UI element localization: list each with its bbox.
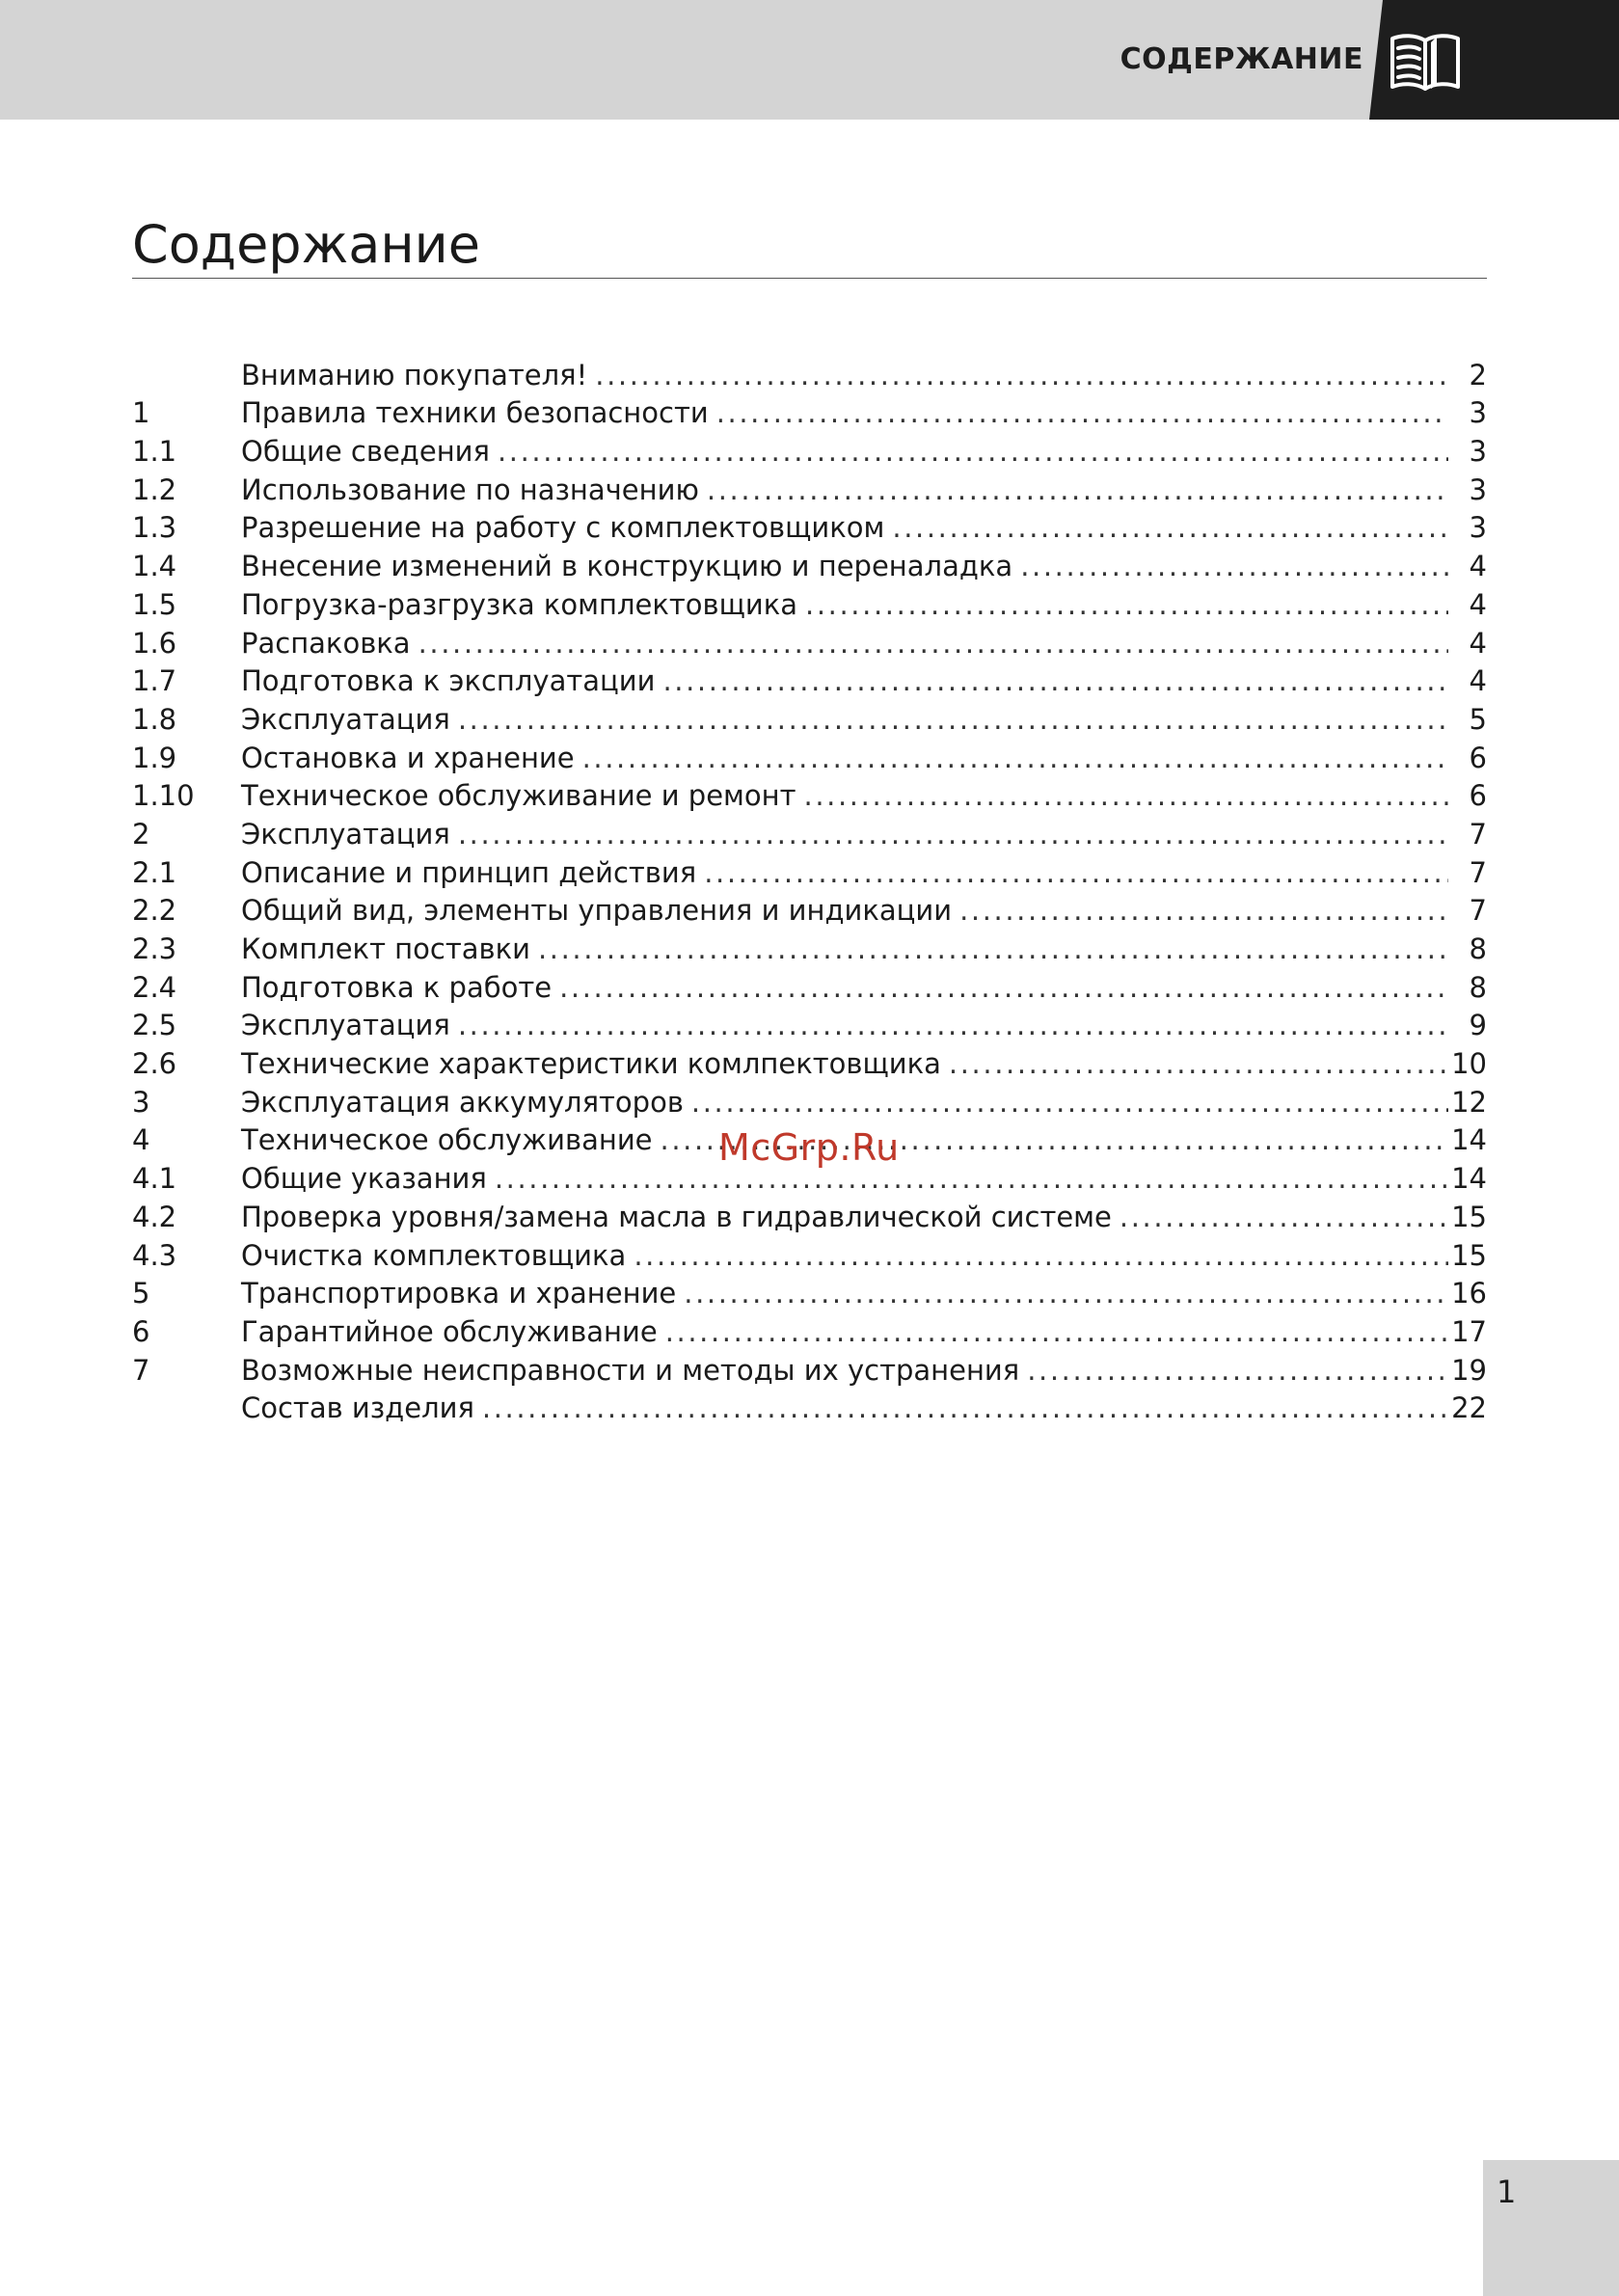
toc-entry-title: Подготовка к эксплуатации	[241, 664, 656, 698]
toc-entry-title: Технические характеристики комлпектовщика	[241, 1047, 941, 1081]
toc-entry-page: 15	[1451, 1200, 1487, 1233]
toc-entry-page: 3	[1469, 396, 1487, 430]
toc-entry-title: Техническое обслуживание	[241, 1123, 653, 1157]
toc-entry-title: Очистка комплектовщика	[241, 1238, 627, 1272]
toc-entry-number: 2.3	[132, 932, 177, 965]
toc-entry-number: 1.4	[132, 550, 177, 583]
toc-entry-number: 4.2	[132, 1200, 177, 1233]
toc-entry-page: 3	[1469, 435, 1487, 469]
title-divider	[132, 278, 1487, 279]
toc-entry-page: 4	[1469, 550, 1487, 583]
toc-dot-leader	[582, 744, 1448, 772]
toc-entry[interactable]	[132, 1002, 1487, 1040]
toc-entry-page: 5	[1469, 702, 1487, 736]
toc-dot-leader	[1020, 553, 1448, 581]
toc-entry-page: 4	[1469, 626, 1487, 660]
toc-entry-page: 16	[1451, 1277, 1487, 1310]
toc-entry-number: 1.8	[132, 702, 177, 736]
toc-entry-number: 2.2	[132, 894, 177, 928]
toc-entry[interactable]	[132, 542, 1487, 581]
toc-dot-leader	[1120, 1203, 1448, 1231]
toc-entry-page: 4	[1469, 664, 1487, 698]
toc-entry-page: 19	[1451, 1353, 1487, 1387]
toc-entry-title: Внесение изменений в конструкцию и переналадка	[241, 550, 1013, 583]
watermark: McGrp.Ru	[718, 1126, 900, 1169]
toc-entry-number: 1	[132, 396, 150, 430]
toc-entry-page: 7	[1469, 817, 1487, 851]
toc-entry[interactable]	[132, 963, 1487, 1002]
toc-entry-page: 15	[1451, 1238, 1487, 1272]
toc-entry-number: 2.1	[132, 855, 177, 889]
toc-entry-page: 9	[1469, 1009, 1487, 1042]
toc-entry-title: Транспортировка и хранение	[241, 1277, 677, 1310]
toc-entry-page: 3	[1469, 473, 1487, 506]
toc-entry-title: Описание и принцип действия	[241, 855, 697, 889]
toc-entry-number: 2.5	[132, 1009, 177, 1042]
toc-entry-number: 1.9	[132, 741, 177, 774]
toc-entry[interactable]	[132, 466, 1487, 504]
toc-entry-number: 7	[132, 1353, 150, 1387]
toc-entry[interactable]	[132, 427, 1487, 469]
toc-entry-title: Распаковка	[241, 626, 411, 660]
toc-entry-page: 12	[1451, 1085, 1487, 1119]
toc-entry[interactable]	[132, 1193, 1487, 1231]
toc-entry-title: Правила техники безопасности	[241, 396, 709, 430]
toc-entry-title: Состав изделия	[241, 1391, 474, 1425]
toc-dot-leader	[458, 706, 1448, 734]
toc-dot-leader	[418, 630, 1448, 658]
toc-dot-leader	[892, 514, 1448, 542]
toc-entry[interactable]	[132, 351, 1487, 390]
toc-entry-number: 1.6	[132, 626, 177, 660]
toc-entry-page: 2	[1469, 358, 1487, 392]
toc-entry-title: Погрузка-разгрузка комплектовщика	[241, 587, 798, 621]
toc-entry-title: Техническое обслуживание и ремонт	[241, 779, 796, 813]
toc-entry-page: 3	[1469, 511, 1487, 545]
header-section-label: СОДЕРЖАНИЕ	[1120, 42, 1363, 76]
toc-dot-leader	[959, 897, 1448, 925]
toc-dot-leader	[458, 1012, 1448, 1040]
toc-entry-page: 4	[1469, 587, 1487, 621]
toc-entry[interactable]	[132, 734, 1487, 772]
toc-entry[interactable]	[132, 581, 1487, 619]
toc-entry-page: 10	[1451, 1047, 1487, 1081]
toc-entry[interactable]	[132, 1308, 1487, 1346]
toc-entry[interactable]	[132, 772, 1487, 811]
toc-entry[interactable]	[132, 658, 1487, 696]
toc-entry-title: Эксплуатация	[241, 702, 450, 736]
toc-dot-leader	[949, 1050, 1448, 1078]
toc-dot-leader	[805, 591, 1448, 619]
toc-entry-page: 8	[1469, 932, 1487, 965]
toc-entry-number: 4.1	[132, 1162, 177, 1196]
page-number: 1	[1497, 2174, 1517, 2210]
toc-dot-leader	[538, 935, 1448, 963]
toc-entry-title: Вниманию покупателя!	[241, 358, 588, 392]
toc-entry-page: 14	[1451, 1162, 1487, 1196]
toc-dot-leader	[707, 476, 1448, 504]
toc-dot-leader	[634, 1242, 1448, 1270]
toc-entry-number: 4	[132, 1123, 150, 1157]
toc-entry-number: 5	[132, 1277, 150, 1310]
toc-entry[interactable]	[132, 1385, 1487, 1423]
toc-entry-title: Общий вид, элементы управления и индикации	[241, 894, 953, 928]
toc-entry-page: 17	[1451, 1314, 1487, 1348]
toc-dot-leader	[665, 1318, 1448, 1346]
toc-dot-leader	[495, 1165, 1448, 1193]
toc-entry[interactable]	[132, 695, 1487, 734]
toc-entry-title: Использование по назначению	[241, 473, 699, 506]
toc-dot-leader	[662, 667, 1448, 695]
toc-entry-title: Общие сведения	[241, 435, 490, 469]
toc-entry-number: 1.3	[132, 511, 177, 545]
toc-entry-page: 22	[1451, 1391, 1487, 1425]
toc-entry[interactable]	[132, 504, 1487, 543]
toc-entry-number: 2	[132, 817, 150, 851]
toc-dot-leader	[704, 859, 1448, 887]
toc-entry-number: 6	[132, 1314, 150, 1348]
toc-entry[interactable]	[132, 390, 1487, 428]
toc-entry-number: 1.10	[132, 779, 195, 813]
toc-entry[interactable]	[132, 849, 1487, 887]
page-number-box	[1483, 2160, 1619, 2296]
toc-entry-page: 14	[1451, 1123, 1487, 1157]
toc-dot-leader	[1027, 1357, 1448, 1385]
toc-entry-number: 2.4	[132, 970, 177, 1004]
toc-entry[interactable]	[132, 810, 1487, 849]
toc-entry[interactable]	[132, 1346, 1487, 1385]
toc-entry-number: 3	[132, 1085, 150, 1119]
toc-dot-leader	[804, 782, 1448, 810]
toc-entry-number: 4.3	[132, 1238, 177, 1272]
toc-entry-number: 1.5	[132, 587, 177, 621]
toc-entry-number: 1.1	[132, 435, 177, 469]
toc-dot-leader	[684, 1280, 1448, 1308]
toc-entry-title: Эксплуатация	[241, 817, 450, 851]
toc-entry-title: Комплект поставки	[241, 932, 530, 965]
toc-dot-leader	[595, 362, 1448, 390]
toc-entry-number: 1.7	[132, 664, 177, 698]
toc-dot-leader	[458, 821, 1448, 849]
toc-entry-title: Гарантийное обслуживание	[241, 1314, 658, 1348]
toc-entry-title: Эксплуатация	[241, 1009, 450, 1042]
toc-entry[interactable]	[132, 1270, 1487, 1309]
toc-dot-leader	[482, 1394, 1448, 1422]
toc-entry-page: 7	[1469, 855, 1487, 889]
toc-entry-title: Разрешение на работу с комплектовщиком	[241, 511, 885, 545]
toc-entry[interactable]	[132, 887, 1487, 926]
toc-entry-title: Возможные неисправности и методы их устранения	[241, 1353, 1020, 1387]
toc-entry-page: 6	[1469, 741, 1487, 774]
toc-entry[interactable]	[132, 1040, 1487, 1081]
toc-entry[interactable]	[132, 1231, 1487, 1270]
toc-dot-leader	[498, 438, 1448, 466]
page-title: Содержание	[132, 214, 480, 275]
toc-entry-title: Остановка и хранение	[241, 741, 575, 774]
toc-entry-page: 7	[1469, 894, 1487, 928]
toc-entry[interactable]	[132, 925, 1487, 963]
toc-entry-title: Подготовка к работе	[241, 970, 553, 1004]
toc-entry-number: 1.2	[132, 473, 177, 506]
toc-dot-leader	[559, 974, 1448, 1002]
toc-entry-page: 6	[1469, 779, 1487, 813]
toc-dot-leader	[716, 399, 1448, 427]
toc-entry[interactable]	[132, 1078, 1487, 1117]
toc-entry-page: 8	[1469, 970, 1487, 1004]
table-of-contents	[132, 351, 1487, 1425]
open-book-icon	[1389, 27, 1462, 96]
toc-dot-leader	[691, 1089, 1448, 1117]
toc-entry-title: Проверка уровня/замена масла в гидравлической системе	[241, 1200, 1112, 1233]
toc-entry-title: Эксплуатация аккумуляторов	[241, 1085, 684, 1119]
toc-entry-number: 2.6	[132, 1047, 177, 1081]
toc-entry-title: Общие указания	[241, 1162, 487, 1196]
header-icon-block	[1369, 0, 1619, 120]
toc-entry[interactable]	[132, 619, 1487, 658]
